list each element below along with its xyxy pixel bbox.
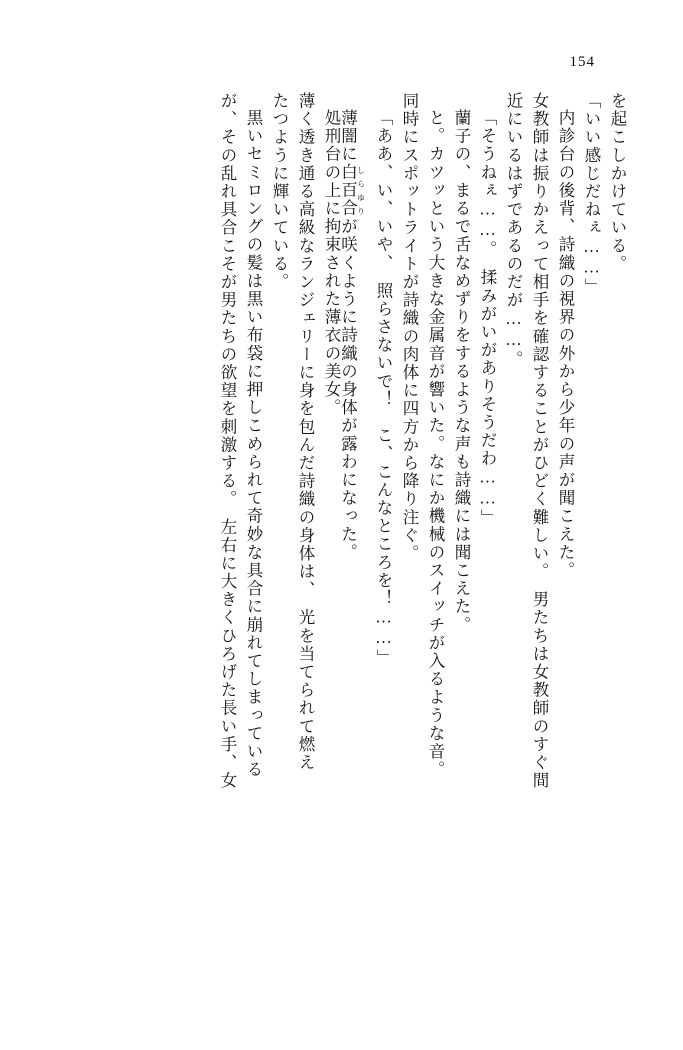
text-column: 蘭子の、まるで舌なめずりをするような声も詩織には聞こえた。: [452, 109, 471, 634]
text-column: 「いい感じだねぇ……」: [582, 92, 601, 297]
text-column: 同時にスポットライトが詩織の肉体に四方から降り注ぐ。: [400, 92, 419, 563]
vertical-text-body: [55, 92, 625, 972]
text-column: 女教師は振りかえって相手を確認することがひどく難しい。 男たちは女教師のすぐ間: [530, 92, 549, 790]
page-number: 154: [569, 54, 595, 70]
text-column: 内診台の後背、詩織の視界の外から少年の声が聞こえた。: [556, 109, 575, 580]
text-column: 薄く透き通る高級なランジェリーに身を包んだ詩織の身体は、 光を当てられて燃え: [296, 92, 315, 772]
text-column: 薄闇に白百合 しらゆりが咲くように詩織の身体が露わになった。: [338, 109, 366, 562]
text-column: 「ああ、い、いや、 照らさないで！ こ、こんなところを！……」: [374, 109, 393, 667]
ruby-annotation: 白百合 しらゆり: [338, 163, 366, 218]
text-column: が、その乱れ具合こそが男たちの欲望を刺激する。 左右に大きくひろげた長い手、女: [218, 92, 237, 790]
text-column: と。カツッという大きな金属音が響いた。なにか機械のスイッチが入るような音。: [426, 109, 445, 779]
text-column: 「そうねぇ……。 揉みがいがありそうだわ……」: [478, 109, 497, 528]
text-column: 近にいるはずであるのだが……。: [504, 92, 523, 369]
text-column: 処刑台の上に拘束された薄衣の美女。: [322, 109, 341, 417]
text-column: を起こしかけている。: [608, 92, 627, 273]
text-column: たつように輝いている。: [270, 92, 289, 292]
text-column: 黒いセミロングの髪は黒い布袋に押しこめられて奇妙な具合に崩れてしまっている: [244, 109, 263, 779]
